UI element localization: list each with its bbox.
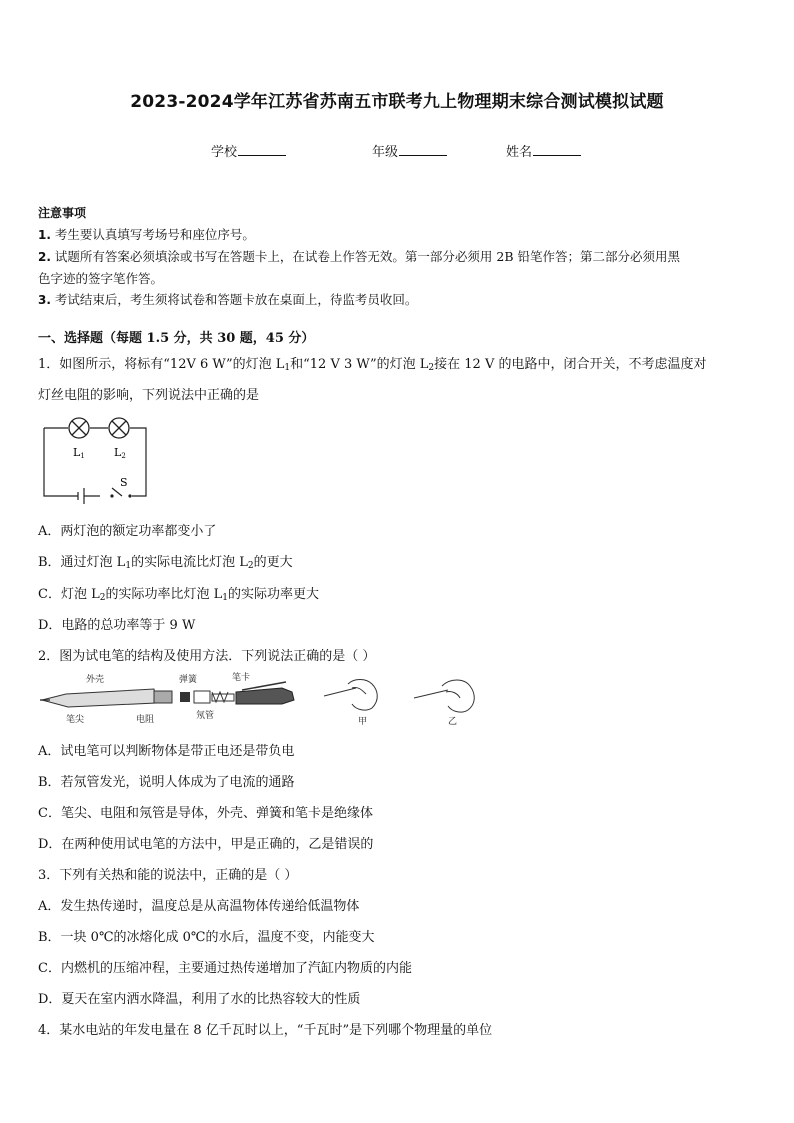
question-4-stem: 4．某水电站的年发电量在 8 亿千瓦时以上，“千瓦时”是下列哪个物理量的单位 bbox=[38, 1023, 493, 1038]
section-heading: 一、选择题（每题 1.5 分，共 30 题，45 分） bbox=[38, 331, 315, 346]
question-3-option-c: C．内燃机的压缩冲程，主要通过热传递增加了汽缸内物质的内能 bbox=[38, 961, 412, 976]
question-2-option-a: A．试电笔可以判断物体是带正电还是带负电 bbox=[38, 744, 295, 759]
question-3-option-d: D．夏天在室内洒水降温，利用了水的比热容较大的性质 bbox=[38, 992, 361, 1007]
test-pen-parts-icon bbox=[180, 682, 294, 704]
circuit-wires bbox=[44, 428, 146, 496]
label-spring: 弹簧 bbox=[179, 675, 198, 685]
question-2-option-b: B．若氖管发光，说明人体成为了电流的通路 bbox=[38, 775, 295, 790]
name-field[interactable] bbox=[506, 141, 581, 160]
notice-item-2: 2. 试题所有答案必须填涂或书写在答题卡上，在试卷上作答无效。第一部分必须用 2B 铅笔作答；第二部分必须用黑 bbox=[38, 249, 680, 264]
question-1-circuit-figure bbox=[40, 414, 152, 504]
label-s: S bbox=[120, 476, 128, 489]
label-tip: 笔尖 bbox=[66, 715, 85, 725]
question-1-option-b: B．通过灯泡 $L_1$的实际电流比灯泡 $L_2$的更大 bbox=[38, 555, 293, 571]
question-2-stem: 2．图为试电笔的结构及使用方法．下列说法正确的是（ ） bbox=[38, 649, 376, 664]
label-jia: 甲 bbox=[358, 717, 368, 727]
grade-label: 年级 bbox=[372, 145, 399, 160]
label-resistor: 电阻 bbox=[136, 715, 155, 725]
page-title: 2023-2024学年江苏省苏南五市联考九上物理期末综合测试模拟试题 bbox=[130, 92, 664, 112]
question-2-option-c: C．笔尖、电阻和氖管是导体，外壳、弹簧和笔卡是绝缘体 bbox=[38, 806, 373, 821]
label-yi: 乙 bbox=[448, 717, 458, 727]
question-2-test-pen-figure bbox=[36, 670, 496, 730]
student-info-fields bbox=[0, 141, 794, 161]
question-3-stem: 3．下列有关热和能的说法中，正确的是（ ） bbox=[38, 868, 298, 883]
bulb-l1-icon bbox=[69, 418, 89, 438]
bulb-l2-icon bbox=[109, 418, 129, 438]
grade-field[interactable] bbox=[372, 141, 447, 160]
school-blank[interactable] bbox=[238, 143, 286, 156]
notice-item-2-cont: 色字迹的签字笔作答。 bbox=[38, 271, 164, 286]
label-clip: 笔卡 bbox=[232, 673, 251, 683]
grade-blank[interactable] bbox=[399, 143, 447, 156]
label-neon: 氖管 bbox=[196, 711, 215, 721]
school-field[interactable] bbox=[211, 141, 286, 160]
question-1-option-d: D．电路的总功率等于 9 W bbox=[38, 618, 196, 633]
question-2-option-d: D．在两种使用试电笔的方法中，甲是正确的，乙是错误的 bbox=[38, 837, 374, 852]
hand-holding-pen-yi-icon bbox=[414, 680, 474, 712]
question-1-option-a: A．两灯泡的额定功率都变小了 bbox=[38, 524, 217, 539]
label-l2: L2 bbox=[114, 446, 126, 460]
notice-item-1: 1. 考生要认真填写考场号和座位序号。 bbox=[38, 227, 255, 242]
notice-item-3: 3. 考试结束后，考生须将试卷和答题卡放在桌面上，待监考员收回。 bbox=[38, 292, 418, 307]
question-1-stem-line1: 1．如图所示，将标有“12V 6 W”的灯泡 $L_1$和“12 V 3 W”的灯泡 $L_2$接在 12 V 的电路中，闭合开关，不考虑温度对 bbox=[38, 357, 707, 373]
notice-block bbox=[38, 203, 762, 311]
question-1-option-c: C．灯泡 $L_2$的实际功率比灯泡 $L_1$的实际功率更大 bbox=[38, 587, 319, 603]
question-3-option-a: A．发生热传递时，温度总是从高温物体传递给低温物体 bbox=[38, 899, 360, 914]
switch-contact bbox=[128, 494, 131, 497]
label-shell: 外壳 bbox=[86, 675, 105, 685]
notice-heading: 注意事项 bbox=[38, 206, 87, 220]
test-pen-shell-icon bbox=[40, 689, 172, 707]
switch-pivot bbox=[110, 494, 113, 497]
question-1-stem-line2: 灯丝电阻的影响，下列说法中正确的是 bbox=[38, 388, 260, 403]
name-blank[interactable] bbox=[533, 143, 581, 156]
question-3-option-b: B．一块 0℃的冰熔化成 0℃的水后，温度不变，内能变大 bbox=[38, 930, 375, 945]
hand-holding-pen-jia-icon bbox=[324, 680, 377, 711]
school-label: 学校 bbox=[211, 145, 238, 160]
label-l1: L1 bbox=[73, 446, 85, 460]
name-label: 姓名 bbox=[506, 145, 533, 160]
